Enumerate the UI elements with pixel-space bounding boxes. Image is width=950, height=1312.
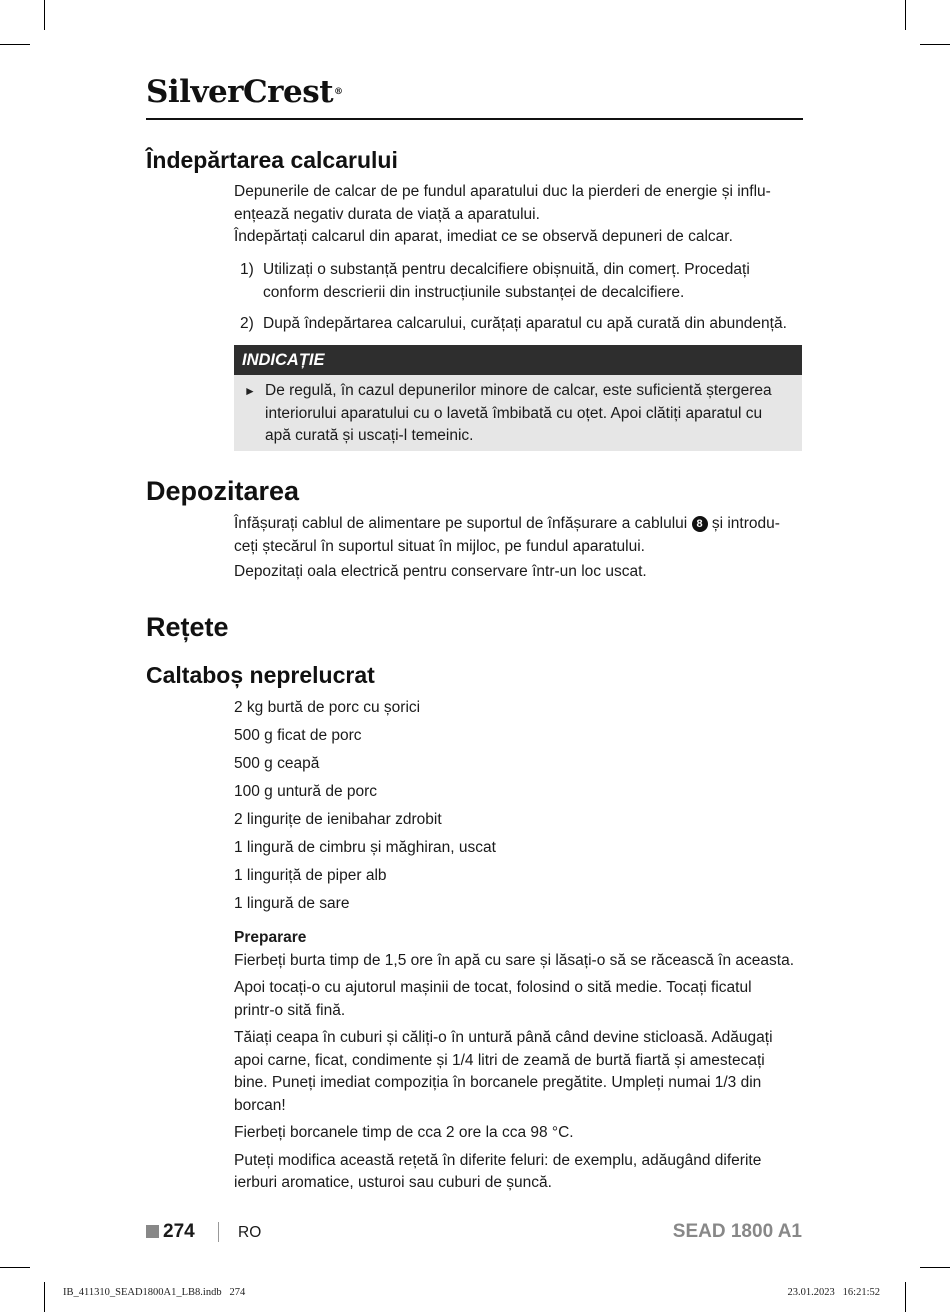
crop-mark [920, 44, 950, 45]
crop-mark [44, 1282, 45, 1312]
section-title-storage: Depozitarea [146, 476, 300, 506]
text-line: Înfășurați cablul de alimentare pe suportul de înfășurare a cablului 8 și introdu- [234, 515, 780, 532]
part-number-badge: 8 [692, 516, 708, 532]
page-marker-square [146, 1225, 159, 1238]
crop-mark [44, 0, 45, 30]
list-item: 1 lingură de sare [234, 895, 350, 912]
prep-paragraph: Fierbeți borcanele timp de cca 2 ore la cca 98 °C. [234, 1124, 574, 1141]
prep-paragraph: Puteți modifica această rețetă în diferite feluri: de exemplu, adăugând diferite ierburi aromatice, usturoi sau cuburi de șuncă. [234, 1151, 762, 1191]
bullet-arrow-icon: ► [244, 384, 256, 398]
header-rule [146, 118, 803, 120]
crop-mark [905, 0, 906, 30]
crop-mark [0, 1267, 30, 1268]
recipe-title: Caltaboș neprelucrat [146, 662, 375, 688]
step-text: După îndepărtarea calcarului, curățați aparatul cu apă curată din abundență. [263, 315, 787, 332]
list-item: 2 lingurițe de ienibahar zdrobit [234, 811, 442, 828]
footer-divider [218, 1222, 219, 1242]
text-line: Îndepărtați calcarul din aparat, imediat ce se observă depuneri de calcar. [234, 228, 733, 245]
note-box [234, 375, 802, 451]
step-text: Utilizați o substanță pentru decalcifiere obișnuită, din comerț. Procedați conform descrierii din instrucțiunile substanței de decalcifiere. [263, 261, 750, 301]
note-heading: INDICAȚIE [234, 345, 802, 375]
section-title-recipes: Rețete [146, 612, 229, 642]
crop-mark [0, 44, 30, 45]
step-2 [234, 313, 804, 336]
prep-paragraph: Fierbeți burta timp de 1,5 ore în apă cu sare și lăsați-o să se răcească în aceasta. [234, 951, 795, 969]
prep-paragraph: Apoi tocați-o cu ajutorul mașinii de tocat, folosind o sită medie. Tocați ficatul printr-o sită fină. [234, 979, 752, 1019]
text-line: ențează negativ durata de viață a aparatului. [234, 205, 540, 223]
crop-mark [905, 1282, 906, 1312]
brand-logo: SilverCrest® [146, 74, 343, 110]
list-item: 500 g ficat de porc [234, 727, 362, 744]
step-number: 2) [240, 315, 254, 332]
storage-text [234, 513, 780, 584]
page-number: 274 [163, 1221, 195, 1242]
print-slug-file: IB_411310_SEAD1800A1_LB8.indb 274 [63, 1287, 246, 1298]
list-item: 1 lingură de cimbru și măghiran, uscat [234, 839, 496, 856]
list-item: 1 linguriță de piper alb [234, 867, 387, 884]
step-1 [234, 259, 804, 305]
list-item: 2 kg burtă de porc cu șorici [234, 699, 421, 716]
list-item: 100 g untură de porc [234, 783, 378, 800]
prep-heading: Preparare [234, 929, 307, 946]
text-line: Depunerile de calcar de pe fundul aparatului duc la pierderi de energie și influ- [234, 183, 771, 200]
print-slug-date: 23.01.2023 16:21:52 [787, 1287, 880, 1298]
prep-paragraph: Tăiați ceapa în cuburi și căliți-o în untură până când devine sticloasă. Adăugați apoi carne, ficat, condimente și 1/4 litri de zeamă de burtă fiartă și amestecați bine. Puneți imediat compoziția în borcanele pregătite. Umpleți numai 1/3 din borcan! [234, 1029, 773, 1114]
step-number: 1) [240, 261, 254, 278]
ingredient-list [234, 697, 496, 921]
text-line: ceți ștecărul în suportul situat în mijloc, pe fundul aparatului. [234, 537, 645, 555]
note-text: De regulă, în cazul depunerilor minore de calcar, este suficientă ștergerea interiorului aparatului cu o lavetă îmbibată cu oțet. Apoi clătiți aparatul cu apă curată și uscați-l temeinic. [265, 382, 772, 444]
crop-mark [920, 1267, 950, 1268]
list-item: 500 g ceapă [234, 755, 320, 772]
preparation [234, 927, 794, 1195]
language-code: RO [238, 1224, 262, 1241]
descaling-intro [234, 181, 771, 249]
model-name: SEAD 1800 A1 [672, 1221, 802, 1242]
section-title-descaling: Îndepărtarea calcarului [146, 147, 398, 173]
text-line: Depozitați oala electrică pentru conservare într-un loc uscat. [234, 563, 647, 580]
